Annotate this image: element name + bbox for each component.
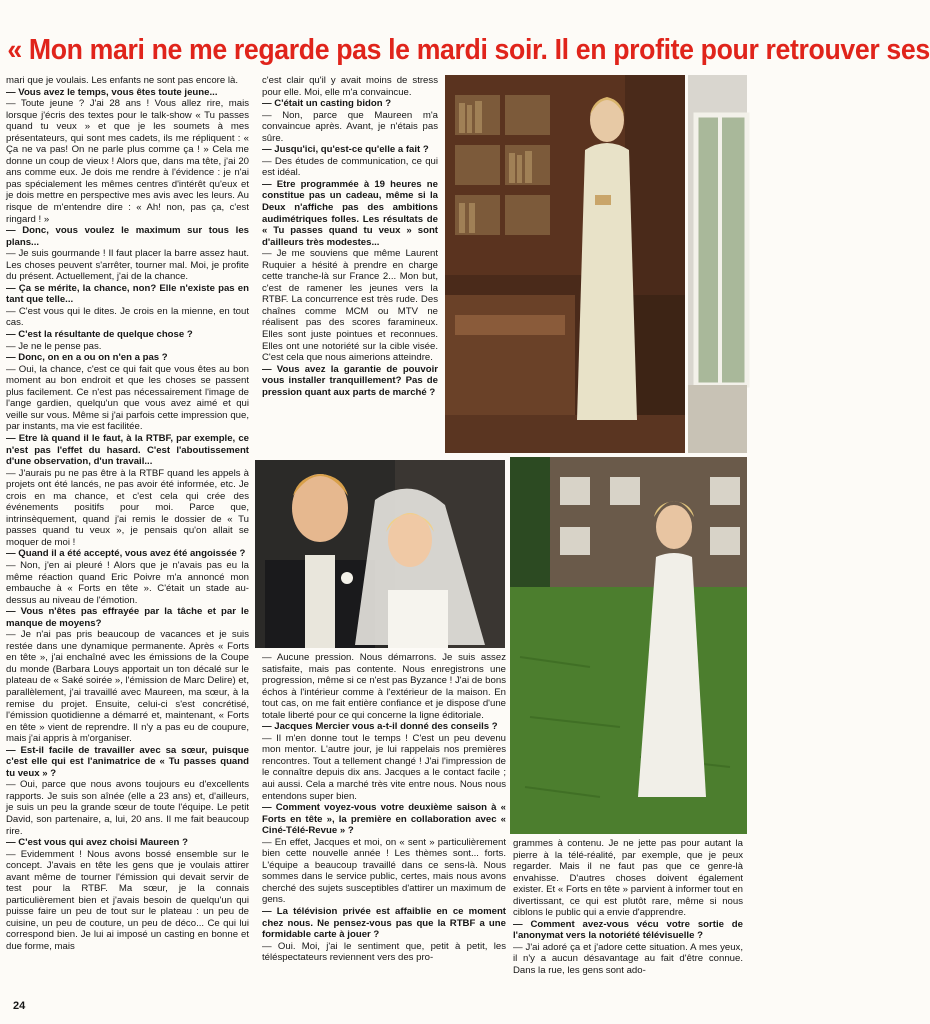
answer-paragraph: — J'ai adoré ça et j'adore cette situation. A mes yeux, il n'y a aucun désavantage au fait d'être connue. Dans la rue, les gens sont ado-	[513, 941, 743, 977]
answer-paragraph: — Il m'en donne tout le temps ! C'est un peu devenu mon mentor. L'autre jour, je lui rappelais nos premières rencontres. Tout a tellement changé ! J'ai l'impression de le connaître depuis dix ans. Jacques a le contact facile ; aui aussi. Cela a marché très vite entre nous. Nous nous entendons super bien.	[262, 732, 506, 802]
answer-paragraph: — Je suis gourmande ! Il faut placer la barre assez haut. Les choses peuvent s'arrêter, tourner mal. Moi, je profite du présent. Actuellement, j'ai de la chance.	[6, 248, 249, 283]
answer-paragraph: — Evidemment ! Nous avons bossé ensemble sur le concept. J'avais en tête les gens que je voulais attirer avant même de tourner l'émission qui devait servir de test pour la RTBF. Ma sœur, je la connais particulièrement bien et j'avais besoin de quelqu'un qui puisse faire un peu de tout sur le plateau : un peu de cuisine, un peu de couture, un peu de déco... Ce qui lui correspond bien. Je lui ai imposé un casting en bonne et due forme, mais	[6, 848, 249, 953]
question-paragraph: — C'est la résultante de quelque chose ?	[6, 329, 193, 341]
photo-library-portrait	[445, 75, 685, 453]
question-paragraph: — Donc, on en a ou on n'en a pas ?	[6, 352, 168, 364]
answer-paragraph: — Oui, parce que nous avons toujours eu d'excellents rapports. Je suis son aînée (elle a 23 ans) et, d'ailleurs, je suis un peu la grande sœur de toute l'équipe. Le petit David, son partenaire, a, lui, 20 ans. Il me fait beaucoup rire.	[6, 779, 249, 837]
question-paragraph: — Vous avez le temps, vous êtes toute jeune...	[6, 86, 218, 98]
question-paragraph: — Comment voyez-vous votre deuxième saison à « Forts en tête », la première en collaboration avec « Ciné-Télé-Revue » ?	[262, 802, 506, 837]
answer-paragraph: — Oui. Moi, j'ai le sentiment que, petit à petit, les téléspectateurs reviennent vers des pro-	[262, 940, 506, 964]
question-paragraph: — Vous avez la garantie de pouvoir vous installer tranquillement? Pas de pression quant aux parts de marché ?	[262, 363, 438, 398]
wedding-scene	[255, 460, 505, 648]
article-column-1	[6, 75, 249, 1003]
answer-paragraph: — En effet, Jacques et moi, on « sent » particulièrement bien cette nouvelle année ! Les thèmes sont... forts. L'équipe a beaucoup travaillé dans ce sens-là. Nous sommes dans le service public, certes, mais nous avons cherché des sujets susceptibles d'attirer un maximum de gens.	[262, 836, 506, 906]
question-paragraph: — Comment avez-vous vécu votre sortie de l'anonymat vers la notoriété télévisuelle ?	[513, 918, 743, 942]
photo-wedding	[255, 460, 505, 648]
window-scene	[688, 75, 747, 453]
answer-paragraph: — Oui, la chance, c'est ce qui fait que vous êtes au bon moment au bon endroit et que les choses se passent plus facilement. Ce n'est pas nécessairement l'image de l'ange gardien, quelqu'un que vous avez aimé et qui veille sur vous. Même si j'ai parfois cette impression que, par instants, ma vie est facilitée.	[6, 363, 249, 433]
question-paragraph: — Jacques Mercier vous a-t-il donné des conseils ?	[262, 721, 498, 733]
headline: « Mon mari ne me regarde pas le mardi soir. Il en profite pour retrouver ses	[7, 34, 930, 66]
photo-garden	[510, 457, 747, 834]
answer-paragraph: grammes à contenu. Je ne jette pas pour autant la pierre à la télé-réalité, par exemple, que je peux regarder. Mais il ne faut pas que ce genre-là envahisse. D'autres choses doivent également exister. Et « Forts en tête » parvient à informer tout en divertissant, ce qui est plutôt rare, même si nous ciblons le public qui a envie d'apprendre.	[513, 838, 743, 919]
question-paragraph: — Ça se mérite, la chance, non? Elle n'existe pas en tant que telle...	[6, 282, 249, 306]
question-paragraph: — Jusqu'ici, qu'est-ce qu'elle a fait ?	[262, 144, 429, 156]
question-paragraph: — Vous n'êtes pas effrayée par la tâche et par le manque de moyens?	[6, 606, 249, 629]
article-column-3	[262, 652, 506, 1024]
answer-paragraph: — Toute jeune ? J'ai 28 ans ! Vous allez rire, mais lorsque j'écris des textes pour le talk-show « Tu passes quand tu veux » et que je les soumets à mes présentateurs, qui sont mes cadets, ils me répliquent : « Ça ne va pas! On ne parle plus comme ça ! » Cela me donne un coup de vieux ! Alors que, dans ma tête, j'ai 20 ans comme eux. Je dois me rendre à l'évidence : je n'ai pas spécialement les mêmes centres d'intérêt qu'eux et je dois mettre en perspective mes avis avec les leurs. Au risque de m'entendre dire : « Ah! non, pas ça, c'est ringard ! »	[6, 98, 249, 225]
question-paragraph: — Etre programmée à 19 heures ne constitue pas un cadeau, même si la Deux n'affiche pas des ambitions audimétriques folles. Les résultats de « Tu passes quand tu veux » sont d'ailleurs très modestes...	[262, 178, 438, 248]
answer-paragraph: — Non, j'en ai pleuré ! Alors que je n'avais pas eu la même réaction quand Eric Poivre m'a annoncé mon embauche à « Forts en tête ». C'était un stade au-dessus au niveau de l'émotion.	[6, 559, 249, 606]
article-column-2	[262, 75, 438, 455]
question-paragraph: — Quand il a été accepté, vous avez été angoissée ?	[6, 548, 246, 560]
question-paragraph: — Est-il facile de travailler avec sa sœur, puisque c'est elle qui est l'animatrice de « Tu passes quand tu veux » ?	[6, 744, 249, 779]
answer-paragraph: — Des études de communication, ce qui est idéal.	[262, 155, 438, 179]
answer-paragraph: — Non, parce que Maureen m'a convaincue après. Avant, je n'étais pas sûre.	[262, 109, 438, 144]
garden-scene	[510, 457, 747, 834]
answer-paragraph: — Je n'ai pas pris beaucoup de vacances et je suis restée dans une dynamique permanente. Après « Forts en tête », j'ai enchaîné avec les émissions de la Coupe du monde (Barbara Louys apportait un ton décalé sur le plateau de « Saké soirée », l'émission de Marc Delire) et, parallèlement, j'ai travaillé avec Maureen, ma sœur, à la remise du projet. Ensuite, celui-ci s'est concrétisé, l'émission quotidienne a démarré et, maintenant, « Forts en tête » vient de reprendre. Il n'y a pas eu de coupure, mais j'ai appris à m'organiser.	[6, 629, 249, 745]
article-column-4	[513, 838, 743, 1024]
answer-paragraph: mari que je voulais. Les enfants ne sont pas encore là.	[6, 75, 238, 86]
answer-paragraph: c'est clair qu'il y avait moins de stress pour elle. Moi, elle m'a convaincue.	[262, 75, 438, 98]
question-paragraph: — Etre là quand il le faut, à la RTBF, par exemple, ce n'est pas l'effet du hasard. C'est l'aboutissement d'une observation, d'un travail...	[6, 432, 249, 468]
answer-paragraph: — Je ne le pense pas.	[6, 340, 102, 352]
answer-paragraph: — Aucune pression. Nous démarrons. Je suis assez satisfaite, mais pas contente. Nous enregistrons une progression, même si ce n'est pas Byzance ! J'ai de bons échos à l'intérieur comme à l'extérieur de la maison. En tout cas, on me fait entière confiance et je dispose d'une totale liberté pour ce qui concerne la ligne éditoriale.	[262, 652, 506, 721]
answer-paragraph: — Je me souviens que même Laurent Ruquier a hésité à prendre en charge cette tranche-là sur France 2... Mon but, c'est de ramener les jeunes vers la RTBF. La concurrence est très rude. Des chaînes comme MCM ou MTV ne réalisent pas des scores faramineux. Elles sont juste pointues et reconnues. Elles ont une notoriété sur la cible visée. C'est cela que nous aimerions atteindre.	[262, 248, 438, 364]
question-paragraph: — La télévision privée est affaiblie en ce moment chez nous. Ne pensez-vous pas que la RTBF a une formidable carte à jouer ?	[262, 906, 506, 941]
question-paragraph: — Donc, vous voulez le maximum sur tous les plans...	[6, 225, 249, 248]
library-scene	[445, 75, 685, 453]
answer-paragraph: — C'est vous qui le dites. Je crois en la mienne, en tout cas.	[6, 305, 249, 329]
question-paragraph: — C'était un casting bidon ?	[262, 98, 392, 110]
answer-paragraph: — J'aurais pu ne pas être à la RTBF quand les appels à projets ont été lancés, ne pas avoir été informée, etc. Je crois en ma chance, et c'est cela qui crée des événements positifs pour moi. Parce que, intrinsèquement, quand j'ai remis le dossier de « Tu passes quand tu veux », je pensais qu'on allait se moquer de moi !	[6, 467, 249, 548]
question-paragraph: — C'est vous qui avez choisi Maureen ?	[6, 837, 188, 849]
photo-window	[688, 75, 747, 453]
page-number: 24	[13, 1000, 26, 1012]
